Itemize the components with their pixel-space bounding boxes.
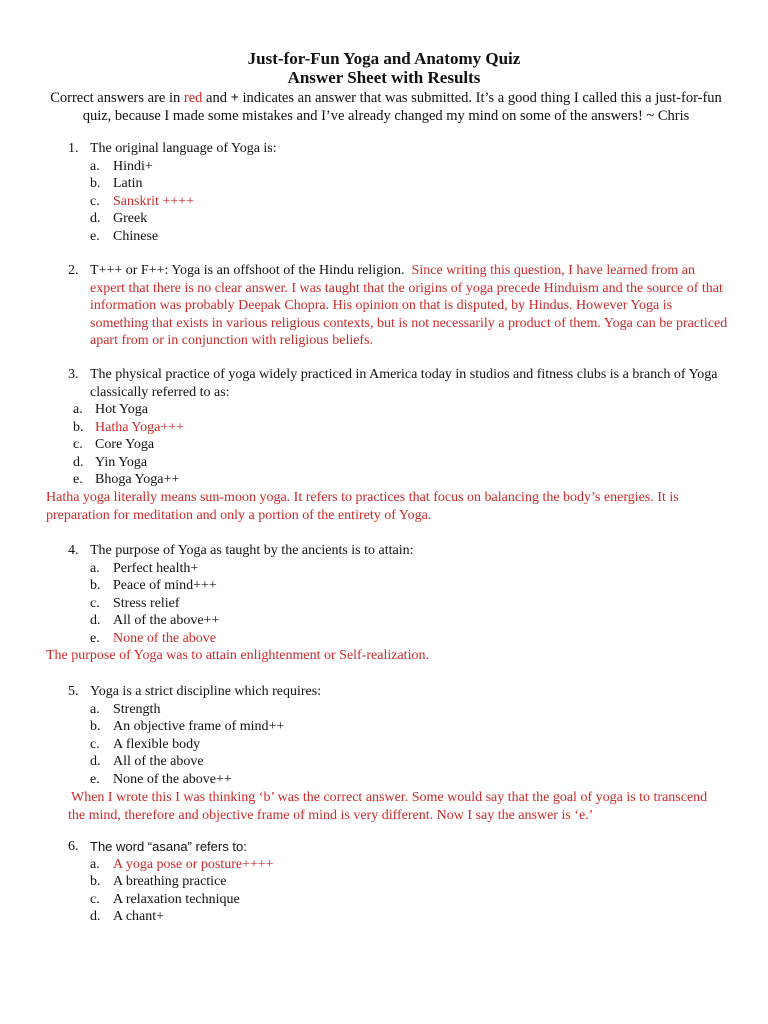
option-letter: d. bbox=[90, 754, 101, 769]
question-text: The word “asana” refers to: bbox=[90, 839, 247, 854]
question-text: The purpose of Yoga as taught by the ancients is to attain: bbox=[90, 543, 414, 558]
option-text: A chant+ bbox=[113, 909, 165, 924]
option-letter: e. bbox=[90, 771, 100, 787]
option-text: Hatha Yoga+++ bbox=[95, 419, 185, 435]
question-body bbox=[90, 262, 730, 350]
option-text: An objective frame of mind++ bbox=[113, 719, 285, 734]
option-text: Latin bbox=[113, 176, 143, 191]
option-letter: d. bbox=[90, 211, 101, 226]
option-text: Yin Yoga bbox=[95, 454, 148, 470]
option-text: Perfect health+ bbox=[113, 560, 199, 576]
intro-text-3: indicates an answer that was submitted. It’s a good thing I called this a just-for-fun quiz, because I made some mistakes and I’ve already changed my mind on some of the answers! ~ Chris bbox=[82, 90, 722, 124]
intro-paragraph bbox=[36, 89, 736, 125]
page-title: Just-for-Fun Yoga and Anatomy Quiz bbox=[247, 49, 521, 68]
option-text: Stress relief bbox=[113, 595, 180, 611]
option-text: Greek bbox=[113, 211, 148, 226]
page-subtitle: Answer Sheet with Results bbox=[287, 68, 481, 87]
option-text: Core Yoga bbox=[95, 437, 155, 452]
option-text: None of the above bbox=[113, 630, 217, 646]
option-letter: c. bbox=[90, 891, 100, 907]
question-number: 6. bbox=[68, 839, 79, 854]
option-text: All of the above bbox=[113, 754, 204, 769]
option-text: Strength bbox=[113, 701, 161, 717]
option-text: Sanskrit ++++ bbox=[113, 193, 194, 209]
intro-plus: + bbox=[230, 90, 239, 106]
question-number: 1. bbox=[68, 141, 79, 156]
option-letter: e. bbox=[90, 630, 100, 646]
option-text: Chinese bbox=[113, 228, 159, 244]
option-letter: a. bbox=[90, 701, 100, 717]
option-letter: d. bbox=[90, 613, 101, 628]
option-text: A breathing practice bbox=[113, 874, 227, 889]
option-letter: b. bbox=[90, 176, 101, 191]
question-number: 4. bbox=[68, 543, 79, 558]
option-text: All of the above++ bbox=[113, 613, 220, 628]
option-text: Peace of mind+++ bbox=[113, 578, 217, 593]
answer-note: Hatha yoga literally means sun-moon yoga. It refers to practices that focus on balancing the body’s energies. It is preparation for meditation and only a portion of the entirety of Yoga. bbox=[46, 490, 679, 523]
option-letter: d. bbox=[90, 909, 101, 924]
option-text: A flexible body bbox=[113, 736, 201, 752]
option-letter: b. bbox=[90, 719, 101, 734]
option-letter: b. bbox=[73, 419, 84, 435]
option-letter: c. bbox=[73, 437, 83, 452]
question-text: Yoga is a strict discipline which requires: bbox=[90, 684, 322, 699]
option-letter: c. bbox=[90, 736, 100, 752]
option-letter: a. bbox=[90, 158, 100, 174]
question-text: T+++ or F++: Yoga is an offshoot of the Hindu religion. bbox=[90, 263, 405, 278]
option-letter: c. bbox=[90, 595, 100, 611]
intro-text-1: Correct answers are in bbox=[50, 90, 184, 106]
option-text: Hindi+ bbox=[113, 158, 153, 174]
question-text: The physical practice of yoga widely practiced in America today in studios and fitness clubs is a branch of Yoga classically referred to as: bbox=[90, 367, 718, 400]
option-text: A yoga pose or posture++++ bbox=[113, 856, 274, 872]
intro-red-word: red bbox=[183, 90, 203, 106]
answer-note: When I wrote this I was thinking ‘b’ was the correct answer. Some would say that the goal of yoga is to transcend the mind, therefore and objective frame of mind is very different. Now I say the answer is ‘e.’ bbox=[68, 790, 708, 823]
option-letter: a. bbox=[73, 402, 83, 417]
answer-note: The purpose of Yoga was to attain enlightenment or Self-realization. bbox=[46, 648, 429, 663]
question-number: 5. bbox=[68, 684, 79, 699]
option-letter: a. bbox=[90, 560, 100, 576]
option-letter: e. bbox=[73, 472, 83, 487]
option-letter: c. bbox=[90, 193, 100, 209]
question-text: The original language of Yoga is: bbox=[90, 141, 277, 156]
question-number: 2. bbox=[68, 263, 79, 278]
option-letter: a. bbox=[90, 856, 100, 872]
question-number: 3. bbox=[68, 367, 79, 382]
option-text: Hot Yoga bbox=[95, 402, 148, 417]
answer-explanation: Since writing this question, I have learned from an expert that there is no clear answer. I was taught that the origins of yoga precede Hinduism and the source of that information was probably Deepak Chopra. His opinion on that is disputed, by Hindus. However Yoga is something that exists in various religious contexts, but is not necessarily a product of them. Yoga can be practiced apart from or in conjunction with religious beliefs. bbox=[90, 263, 728, 348]
option-text: None of the above++ bbox=[113, 771, 232, 787]
option-text: Bhoga Yoga++ bbox=[95, 472, 180, 487]
option-letter: b. bbox=[90, 874, 101, 889]
intro-text-2: and bbox=[202, 90, 231, 106]
option-text: A relaxation technique bbox=[113, 891, 240, 907]
option-letter: b. bbox=[90, 578, 101, 593]
option-letter: e. bbox=[90, 228, 100, 244]
option-letter: d. bbox=[73, 454, 84, 470]
